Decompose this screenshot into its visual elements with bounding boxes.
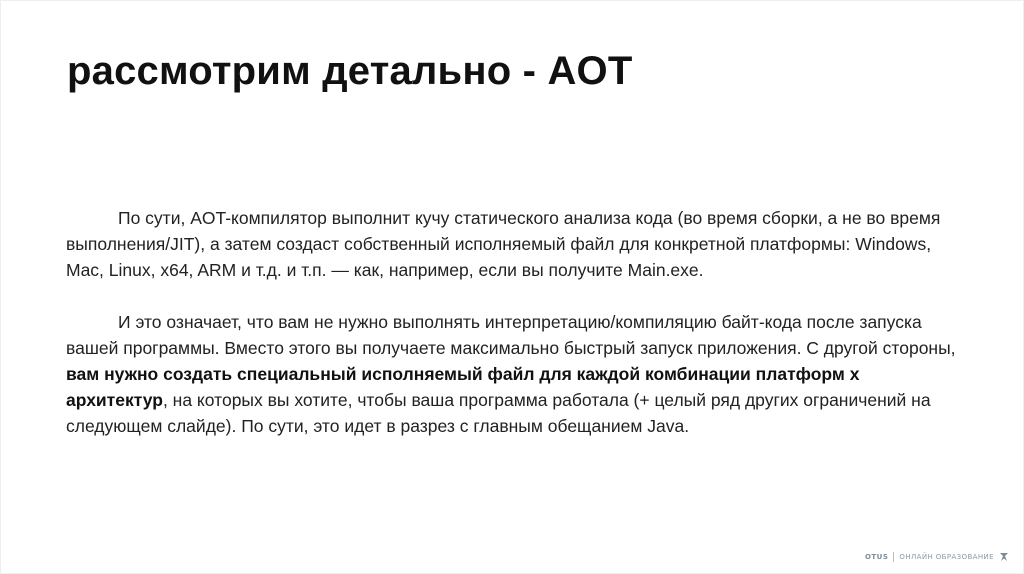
paragraph-bold-emphasis: вам нужно создать специальный исполняемый файл для каждой комбинации платформ x архитектур	[66, 364, 860, 410]
slide-body	[66, 205, 966, 439]
footer-branding	[865, 552, 1009, 562]
paragraph-aot-tradeoffs	[66, 309, 966, 439]
footer-divider	[893, 552, 894, 562]
footer-tagline: ОНЛАЙН ОБРАЗОВАНИЕ	[899, 553, 994, 561]
footer-brand: OTUS	[864, 553, 889, 561]
paragraph-aot-overview: По сути, AOT-компилятор выполнит кучу статического анализа кода (во время сборки, а не во время выполнения/JIT), а затем создаст собственный исполняемый файл для конкретной платформы: Windows, Mac, Linux, x64, ARM и т.д. и т.п. — как, например, если вы получите Main.exe.	[66, 208, 941, 280]
paragraph-text-start: И это означает, что вам не нужно выполнять интерпретацию/компиляцию байт-кода после запуска вашей программы. Вместо этого вы получаете максимально быстрый запуск приложения. С другой стороны,	[66, 312, 956, 358]
otus-logo-icon	[999, 552, 1009, 562]
slide-title: рассмотрим детально - AOT	[67, 49, 633, 93]
paragraph-text-end: , на которых вы хотите, чтобы ваша программа работала (+ целый ряд других ограничений на следующем слайде). По сути, это идет в разрез с главным обещанием Java.	[66, 390, 931, 436]
